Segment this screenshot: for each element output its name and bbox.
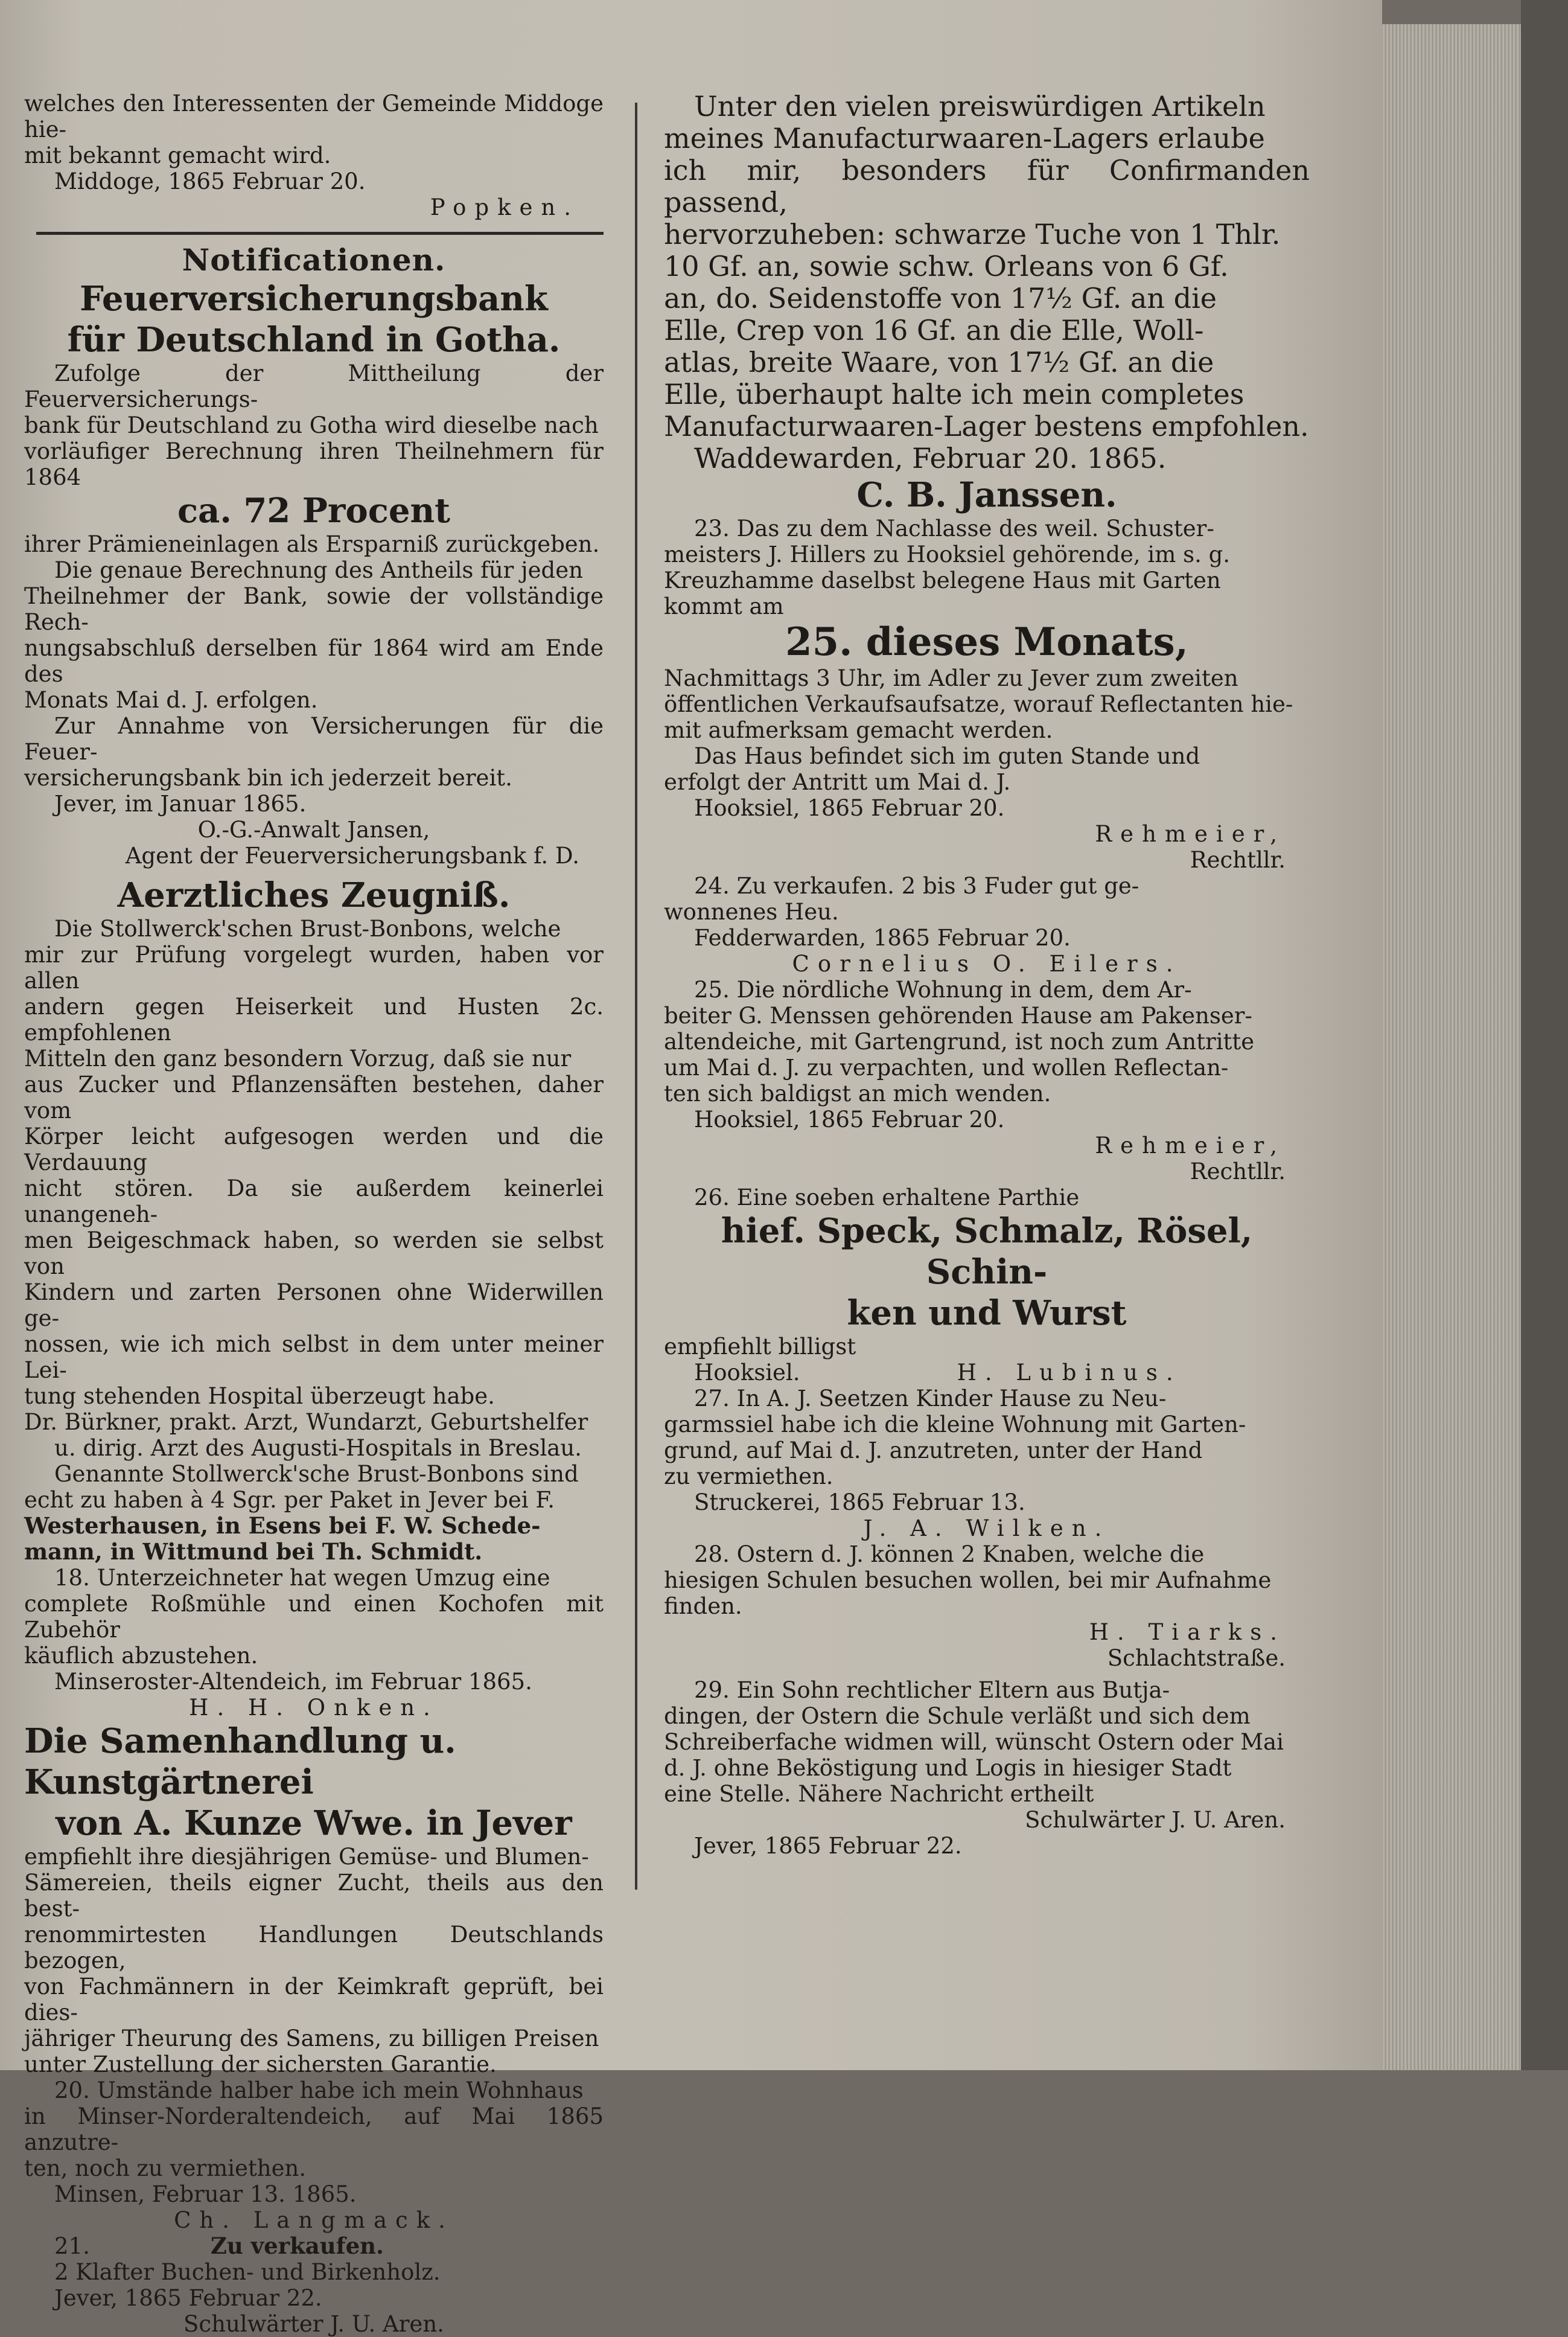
text-line: Minsen, Februar 13. 1865.: [54, 2181, 357, 2207]
text-line: Unter den vielen preiswürdigen Artikeln: [694, 90, 1266, 123]
text-line: Middoge, 1865 Februar 20.: [54, 168, 366, 194]
text-line: ihrer Prämieneinlagen als Ersparniß zurückgeben.: [24, 531, 600, 557]
text-line: Kreuzhamme daselbst belegene Haus mit Garten: [664, 567, 1221, 593]
text-line: 23. Das zu dem Nachlasse des weil. Schuster-: [694, 516, 1214, 542]
text-line: bank für Deutschland zu Gotha wird dieselbe nach: [24, 412, 599, 438]
text-line: zu vermiethen.: [664, 1463, 833, 1489]
text-line: Zufolge der Mittheilung der Feuerversicherungs-: [24, 360, 604, 412]
signature: Rehmeier,: [1095, 1133, 1286, 1159]
text-line: tung stehenden Hospital überzeugt habe.: [24, 1383, 495, 1409]
ad-title: Feuerversicherungsbank: [80, 279, 548, 319]
text-line: andern gegen Heiserkeit und Husten 2c. empfohlenen: [24, 994, 604, 1046]
text-line: 2 Klafter Buchen- und Birkenholz.: [54, 2259, 441, 2285]
text-line: garmssiel habe ich die kleine Wohnung mit Garten-: [664, 1411, 1246, 1437]
text-line: käuflich abzustehen.: [24, 1643, 258, 1669]
column-divider: [635, 103, 637, 1890]
text-line: [24, 2233, 604, 2259]
text-line: wonnenes Heu.: [664, 899, 839, 925]
text-line: Manufacturwaaren-Lager bestens empfohlen.: [664, 410, 1309, 443]
text-line: ich mir, besonders für Confirmanden passend,: [664, 154, 1310, 219]
text-line: kommt am: [664, 593, 784, 619]
text-line: Waddewarden, Februar 20. 1865.: [694, 442, 1167, 475]
text-line: Monats Mai d. J. erfolgen.: [24, 687, 318, 713]
text-line: Die Stollwerck'schen Brust-Bonbons, welche: [54, 916, 561, 942]
text-line: jähriger Theurung des Samens, zu billigen Preisen: [24, 2025, 599, 2051]
text-line: Theilnehmer der Bank, sowie der vollständige Rech-: [24, 583, 604, 635]
text-line: beiter G. Menssen gehörenden Hause am Pakenser-: [664, 1003, 1252, 1029]
text-line: 18. Unterzeichneter hat wegen Umzug eine: [54, 1565, 550, 1591]
text-line: Genannte Stollwerck'sche Brust-Bonbons sind: [54, 1461, 579, 1487]
text-line: Dr. Bürkner, prakt. Arzt, Wundarzt, Geburtshelfer: [24, 1409, 588, 1435]
text-line: von Fachmännern in der Keimkraft geprüft, bei dies-: [24, 1974, 604, 2025]
text-line: Jever, 1865 Februar 22.: [694, 1833, 962, 1859]
section-heading: Notificationen.: [182, 242, 446, 278]
text-line: complete Roßmühle und einen Kochofen mit Zubehör: [24, 1591, 604, 1643]
ad-title: Aerztliches Zeugniß.: [117, 875, 511, 915]
text-line: finden.: [664, 1593, 742, 1619]
signature: Ch. Langmack.: [174, 2207, 454, 2233]
text-line: Mitteln den ganz besondern Vorzug, daß sie nur: [24, 1046, 572, 1072]
item-number: 21.: [54, 2233, 90, 2259]
text-line: u. dirig. Arzt des Augusti-Hospitals in Breslau.: [54, 1435, 582, 1461]
text-line: meines Manufacturwaaren-Lagers erlaube: [664, 122, 1265, 155]
text-line: hiesigen Schulen besuchen wollen, bei mir Aufnahme: [664, 1567, 1272, 1593]
signature: Schulwärter J. U. Aren.: [183, 2311, 444, 2337]
text-line: Struckerei, 1865 Februar 13.: [694, 1489, 1025, 1515]
text-line: Hooksiel, 1865 Februar 20.: [694, 795, 1005, 821]
text-line: Körper leicht aufgesogen werden und die Verdauung: [24, 1124, 604, 1175]
text-line: mit bekannt gemacht wird.: [24, 142, 331, 168]
text-line: meisters J. Hillers zu Hooksiel gehörende, im s. g.: [664, 542, 1231, 567]
text-line: grund, auf Mai d. J. anzutreten, unter der Hand: [664, 1437, 1203, 1463]
page-stack-edge: [1382, 24, 1521, 2070]
text-line: um Mai d. J. zu verpachten, und wollen Reflectan-: [664, 1055, 1229, 1081]
left-column: [24, 91, 604, 2337]
text-line: echt zu haben à 4 Sgr. per Paket in Jever bei F.: [24, 1487, 555, 1513]
text-line: men Beigeschmack haben, so werden sie selbst von: [24, 1227, 604, 1279]
book-binding: [1521, 0, 1568, 2070]
signature: Rechtllr.: [1190, 1159, 1286, 1184]
ad-title: Zu verkaufen.: [210, 2233, 384, 2259]
highlight: ca. 72 Procent: [177, 491, 451, 531]
text-line: Kindern und zarten Personen ohne Widerwillen ge-: [24, 1279, 604, 1331]
text-line: Das Haus befindet sich im guten Stande und: [694, 743, 1200, 769]
text-line: hervorzuheben: schwarze Tuche von 1 Thlr.: [664, 218, 1281, 251]
text-line: erfolgt der Antritt um Mai d. J.: [664, 769, 1011, 795]
text-line: 24. Zu verkaufen. 2 bis 3 Fuder gut ge-: [694, 873, 1139, 899]
text-line: versicherungsbank bin ich jederzeit bereit.: [24, 765, 512, 791]
signature: Rechtllr.: [1190, 847, 1286, 873]
text-line: nicht stören. Da sie außerdem keinerlei unangeneh-: [24, 1175, 604, 1227]
place: Hooksiel.: [694, 1360, 800, 1386]
signature: Cornelius O. Eilers.: [792, 951, 1182, 977]
text-line: 29. Ein Sohn rechtlicher Eltern aus Butja-: [694, 1677, 1170, 1703]
text-line: mit aufmerksam gemacht werden.: [664, 717, 1053, 743]
ad-title: für Deutschland in Gotha.: [67, 320, 561, 360]
ad-title: Die Samenhandlung u. Kunstgärtnerei: [24, 1721, 456, 1802]
text-line: öffentlichen Verkaufsaufsatze, worauf Reflectanten hie-: [664, 691, 1293, 717]
text-line: in Minser-Norderaltendeich, auf Mai 1865 anzutre-: [24, 2103, 604, 2155]
signature: Schlachtstraße.: [1107, 1645, 1286, 1671]
text-line: Minseroster-Altendeich, im Februar 1865.: [54, 1669, 532, 1695]
signature: C. B. Janssen.: [856, 475, 1117, 515]
text-line: dingen, der Ostern die Schule verläßt und sich dem: [664, 1703, 1251, 1729]
text-line: eine Stelle. Nähere Nachricht ertheilt: [664, 1781, 1094, 1807]
signature: J. A. Wilken.: [863, 1515, 1111, 1541]
text-line: 26. Eine soeben erhaltene Parthie: [694, 1184, 1080, 1210]
text-line: 27. In A. J. Seetzen Kinder Hause zu Neu-: [694, 1386, 1167, 1411]
text-line: Die genaue Berechnung des Antheils für jeden: [54, 557, 583, 583]
text-line: Westerhausen, in Esens bei F. W. Schede-: [24, 1512, 541, 1539]
ad-title: von A. Kunze Wwe. in Jever: [56, 1803, 572, 1843]
text-line: Fedderwarden, 1865 Februar 20.: [694, 925, 1071, 951]
text-line: Elle, Crep von 16 Gf. an die Elle, Woll-: [664, 314, 1204, 347]
text-line: unter Zustellung der sichersten Garantie.: [24, 2051, 497, 2077]
text-line: mann, in Wittmund bei Th. Schmidt.: [24, 1538, 483, 1565]
signature: O.-G.-Anwalt Jansen,: [197, 817, 430, 843]
text-line: Sämereien, theils eigner Zucht, theils aus den best-: [24, 1870, 604, 1922]
right-column: [664, 91, 1310, 1859]
signature: H. Tiarks.: [1089, 1619, 1286, 1645]
text-line: Schreiberfache widmen will, wünscht Ostern oder Mai: [664, 1729, 1284, 1755]
text-line: atlas, breite Waare, von 17½ Gf. an die: [664, 346, 1214, 379]
text-line: renommirtesten Handlungen Deutschlands bezogen,: [24, 1922, 604, 1974]
text-line: an, do. Seidenstoffe von 17½ Gf. an die: [664, 282, 1217, 315]
text-line: altendeiche, mit Gartengrund, ist noch zum Antritte: [664, 1029, 1255, 1055]
highlight: 25. dieses Monats,: [785, 619, 1188, 665]
text-line: vorläufiger Berechnung ihren Theilnehmern für 1864: [24, 438, 604, 490]
text-line: 10 Gf. an, sowie schw. Orleans von 6 Gf.: [664, 250, 1229, 283]
ad-title: hief. Speck, Schmalz, Rösel, Schin-: [721, 1211, 1253, 1292]
signature: H. H. Onken.: [189, 1695, 439, 1721]
signature: H. Lubinus.: [957, 1360, 1182, 1386]
text-line: aus Zucker und Pflanzensäften bestehen, daher vom: [24, 1072, 604, 1124]
text-line: [664, 1360, 1310, 1386]
text-line: Jever, im Januar 1865.: [54, 791, 307, 817]
text-line: 20. Umstände halber habe ich mein Wohnhaus: [54, 2077, 584, 2103]
text-line: Nachmittags 3 Uhr, im Adler zu Jever zum zweiten: [664, 665, 1238, 691]
signature: Schulwärter J. U. Aren.: [1025, 1807, 1286, 1833]
text-line: Elle, überhaupt halte ich mein completes: [664, 378, 1245, 411]
text-line: ten, noch zu vermiethen.: [24, 2155, 307, 2181]
text-line: empfiehlt billigst: [664, 1334, 856, 1360]
text-line: mir zur Prüfung vorgelegt wurden, haben vor allen: [24, 942, 604, 994]
text-line: 28. Ostern d. J. können 2 Knaben, welche die: [694, 1541, 1205, 1567]
signature: Popken.: [430, 194, 579, 220]
text-line: 25. Die nördliche Wohnung in dem, dem Ar-: [694, 977, 1192, 1003]
text-line: nungsabschluß derselben für 1864 wird am Ende des: [24, 635, 604, 687]
text-line: Zur Annahme von Versicherungen für die Feuer-: [24, 713, 604, 765]
text-line: ten sich baldigst an mich wenden.: [664, 1081, 1051, 1107]
text-line: d. J. ohne Beköstigung und Logis in hiesiger Stadt: [664, 1755, 1232, 1781]
signature: Agent der Feuerversicherungsbank f. D.: [125, 843, 579, 869]
text-line: empfiehlt ihre diesjährigen Gemüse- und Blumen-: [24, 1844, 589, 1870]
text-line: welches den Interessenten der Gemeinde Middoge hie-: [24, 91, 604, 142]
text-line: nossen, wie ich mich selbst in dem unter meiner Lei-: [24, 1331, 604, 1383]
text-line: Hooksiel, 1865 Februar 20.: [694, 1107, 1005, 1133]
signature: Rehmeier,: [1095, 821, 1286, 847]
text-line: Jever, 1865 Februar 22.: [54, 2285, 322, 2311]
ad-title: ken und Wurst: [847, 1293, 1127, 1333]
